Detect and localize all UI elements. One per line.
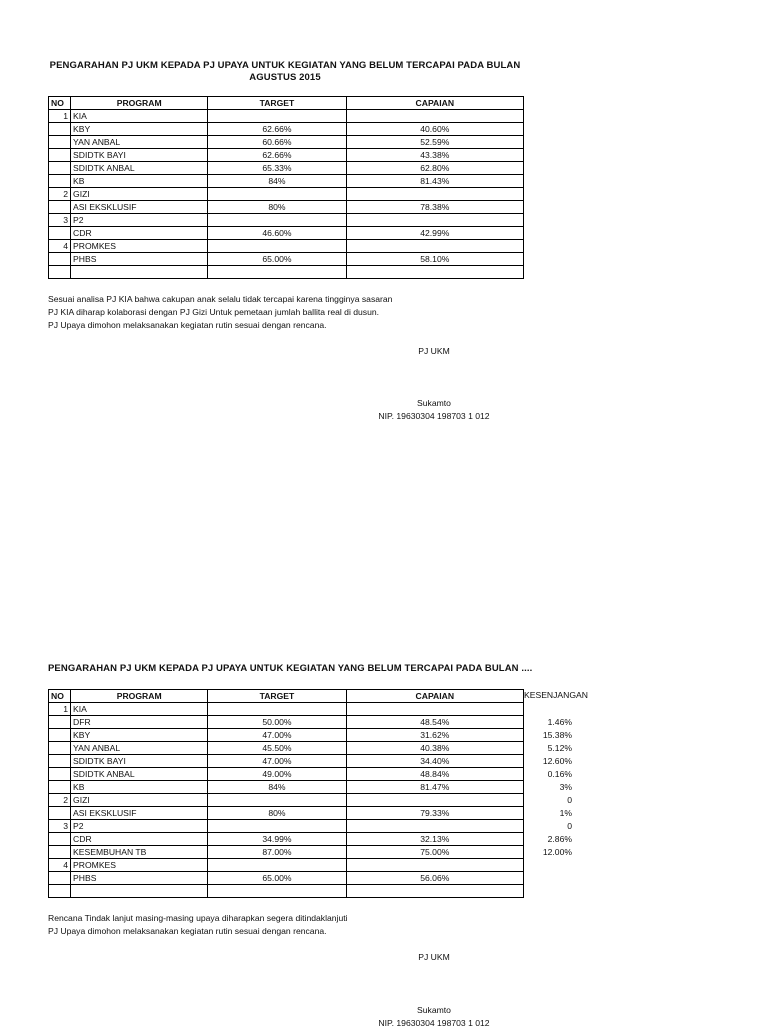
row-no: 2: [49, 794, 71, 807]
row-capaian: [346, 794, 523, 807]
row-program: GIZI: [71, 794, 208, 807]
table-row: [49, 807, 524, 820]
row-capaian: 75.00%: [346, 846, 523, 859]
row-no: [49, 716, 71, 729]
row-target: 47.00%: [208, 729, 346, 742]
row-target: [208, 703, 346, 716]
row-program: SDIDTK BAYI: [71, 149, 208, 162]
row-no: [49, 885, 71, 898]
row-target: 62.66%: [208, 123, 346, 136]
table-row: [49, 768, 524, 781]
row-capaian: [346, 859, 523, 872]
row-target: [208, 266, 346, 279]
kesenjangan-column: [500, 703, 572, 898]
table-row: [49, 162, 524, 175]
row-program: P2: [71, 820, 208, 833]
row-program: CDR: [71, 227, 208, 240]
table-row: [49, 781, 524, 794]
row-capaian: [346, 885, 523, 898]
row-no: [49, 807, 71, 820]
row-target: [208, 188, 346, 201]
section1-title: [48, 60, 522, 84]
row-capaian: 56.06%: [346, 872, 523, 885]
row-capaian: 78.38%: [346, 201, 523, 214]
row-target: [208, 820, 346, 833]
table-row: [49, 703, 524, 716]
row-target: 60.66%: [208, 136, 346, 149]
row-capaian: 32.13%: [346, 833, 523, 846]
row-no: 4: [49, 240, 71, 253]
row-target: [208, 240, 346, 253]
row-program: PHBS: [71, 253, 208, 266]
row-target: 47.00%: [208, 755, 346, 768]
table-row: [49, 820, 524, 833]
row-program: KBY: [71, 123, 208, 136]
row-kesenjangan: [500, 703, 572, 716]
row-target: 84%: [208, 781, 346, 794]
table-row: [49, 149, 524, 162]
row-no: [49, 201, 71, 214]
row-capaian: 58.10%: [346, 253, 523, 266]
table-row: [49, 227, 524, 240]
table-row: [49, 729, 524, 742]
row-capaian: 62.80%: [346, 162, 523, 175]
table-row: [49, 872, 524, 885]
row-no: [49, 227, 71, 240]
row-kesenjangan: [500, 859, 572, 872]
section2-sign-name: Sukamto: [417, 1005, 451, 1015]
row-no: [49, 162, 71, 175]
row-kesenjangan: 2.86%: [547, 834, 572, 844]
row-kesenjangan: 15.38%: [542, 730, 572, 740]
row-target: 84%: [208, 175, 346, 188]
row-program: [71, 885, 208, 898]
header-no: NO: [49, 690, 71, 703]
table-header-row: [49, 690, 524, 703]
row-no: 1: [49, 703, 71, 716]
row-program: SDIDTK BAYI: [71, 755, 208, 768]
row-program: KB: [71, 175, 208, 188]
row-program: KB: [71, 781, 208, 794]
table-row: [49, 136, 524, 149]
section1-note-1: Sesuai analisa PJ KIA bahwa cakupan anak selalu tidak tercapai karena tingginya sasaran: [48, 294, 393, 304]
row-no: [49, 136, 71, 149]
section1-sign-nip: NIP. 19630304 198703 1 012: [378, 411, 490, 421]
section2-sign-role: PJ UKM: [418, 952, 450, 962]
row-no: 4: [49, 859, 71, 872]
row-no: [49, 781, 71, 794]
row-capaian: 48.84%: [346, 768, 523, 781]
row-kesenjangan: [500, 885, 572, 898]
row-no: [49, 729, 71, 742]
section1-sign-role: PJ UKM: [418, 346, 450, 356]
header-kesenjangan: KESENJANGAN: [524, 690, 588, 700]
table-row: [49, 110, 524, 123]
row-program: KESEMBUHAN TB: [71, 846, 208, 859]
row-no: [49, 742, 71, 755]
row-no: [49, 872, 71, 885]
row-target: 49.00%: [208, 768, 346, 781]
row-capaian: [346, 240, 523, 253]
header-target: TARGET: [208, 97, 346, 110]
table-row: [49, 266, 524, 279]
row-program: PROMKES: [71, 859, 208, 872]
row-no: [49, 123, 71, 136]
row-capaian: 79.33%: [346, 807, 523, 820]
row-target: 46.60%: [208, 227, 346, 240]
row-kesenjangan: 0: [567, 821, 572, 831]
header-program: PROGRAM: [71, 690, 208, 703]
row-target: 65.33%: [208, 162, 346, 175]
row-capaian: [346, 188, 523, 201]
row-capaian: 40.60%: [346, 123, 523, 136]
row-program: CDR: [71, 833, 208, 846]
row-program: P2: [71, 214, 208, 227]
row-program: ASI EKSKLUSIF: [71, 807, 208, 820]
section1-sign-name: Sukamto: [417, 398, 451, 408]
row-target: 80%: [208, 807, 346, 820]
table-row: [49, 846, 524, 859]
row-program: GIZI: [71, 188, 208, 201]
row-capaian: 40.38%: [346, 742, 523, 755]
row-kesenjangan: 3%: [559, 782, 572, 792]
section2-note-1: Rencana Tindak lanjut masing-masing upaya diharapkan segera ditindaklanjuti: [48, 913, 348, 923]
row-program: SDIDTK ANBAL: [71, 768, 208, 781]
section1-title-line1: PENGARAHAN PJ UKM KEPADA PJ UPAYA UNTUK KEGIATAN YANG BELUM TERCAPAI PADA BULAN: [49, 60, 521, 71]
row-kesenjangan: [500, 872, 572, 885]
table-row: [49, 201, 524, 214]
row-kesenjangan: 0: [567, 795, 572, 805]
section2-sign-nip: NIP. 19630304 198703 1 012: [378, 1018, 490, 1028]
row-program: [71, 266, 208, 279]
row-program: SDIDTK ANBAL: [71, 162, 208, 175]
section2-title: PENGARAHAN PJ UKM KEPADA PJ UPAYA UNTUK KEGIATAN YANG BELUM TERCAPAI PADA BULAN ....: [48, 663, 533, 674]
section1-note-2: PJ KIA diharap kolaborasi dengan PJ Gizi Untuk pemetaan jumlah ballita real di dusun.: [48, 307, 380, 317]
table-row: [49, 123, 524, 136]
table-row: [49, 742, 524, 755]
row-kesenjangan: 12.00%: [542, 847, 572, 857]
row-target: 45.50%: [208, 742, 346, 755]
row-no: 2: [49, 188, 71, 201]
table-row: [49, 188, 524, 201]
row-target: 87.00%: [208, 846, 346, 859]
row-capaian: 43.38%: [346, 149, 523, 162]
section1-title-line2: AGUSTUS 2015: [249, 72, 321, 83]
row-capaian: [346, 110, 523, 123]
row-target: 62.66%: [208, 149, 346, 162]
row-target: 65.00%: [208, 253, 346, 266]
header-target: TARGET: [208, 690, 346, 703]
table-row: [49, 833, 524, 846]
row-capaian: 42.99%: [346, 227, 523, 240]
section2-note-2: PJ Upaya dimohon melaksanakan kegiatan rutin sesuai dengan rencana.: [48, 926, 327, 936]
row-kesenjangan: 12.60%: [542, 756, 572, 766]
row-capaian: 34.40%: [346, 755, 523, 768]
header-capaian: CAPAIAN: [346, 690, 523, 703]
row-target: [208, 794, 346, 807]
row-program: YAN ANBAL: [71, 742, 208, 755]
row-no: [49, 175, 71, 188]
table-row: [49, 859, 524, 872]
row-program: KIA: [71, 110, 208, 123]
row-capaian: [346, 214, 523, 227]
header-no: NO: [49, 97, 71, 110]
table-row: [49, 214, 524, 227]
row-target: [208, 110, 346, 123]
row-no: [49, 266, 71, 279]
row-no: [49, 846, 71, 859]
row-no: 1: [49, 110, 71, 123]
header-program: PROGRAM: [71, 97, 208, 110]
section1-note-3: PJ Upaya dimohon melaksanakan kegiatan rutin sesuai dengan rencana.: [48, 320, 327, 330]
row-target: 50.00%: [208, 716, 346, 729]
table-row: [49, 885, 524, 898]
row-capaian: [346, 820, 523, 833]
table-row: [49, 175, 524, 188]
table-row: [49, 755, 524, 768]
section2-table: [48, 689, 524, 898]
table-row: [49, 240, 524, 253]
row-capaian: 52.59%: [346, 136, 523, 149]
row-no: [49, 768, 71, 781]
row-program: ASI EKSKLUSIF: [71, 201, 208, 214]
row-no: [49, 755, 71, 768]
table-row: [49, 716, 524, 729]
table-row: [49, 253, 524, 266]
row-capaian: [346, 266, 523, 279]
row-capaian: 81.43%: [346, 175, 523, 188]
row-target: 34.99%: [208, 833, 346, 846]
row-program: DFR: [71, 716, 208, 729]
row-no: 3: [49, 820, 71, 833]
row-program: KBY: [71, 729, 208, 742]
row-no: [49, 253, 71, 266]
row-program: KIA: [71, 703, 208, 716]
row-target: 65.00%: [208, 872, 346, 885]
row-program: YAN ANBAL: [71, 136, 208, 149]
row-target: [208, 214, 346, 227]
row-target: [208, 885, 346, 898]
row-target: [208, 859, 346, 872]
row-no: [49, 833, 71, 846]
section1-table: [48, 96, 524, 279]
row-capaian: 48.54%: [346, 716, 523, 729]
row-kesenjangan: 5.12%: [547, 743, 572, 753]
row-program: PROMKES: [71, 240, 208, 253]
row-target: 80%: [208, 201, 346, 214]
row-program: PHBS: [71, 872, 208, 885]
row-no: 3: [49, 214, 71, 227]
row-kesenjangan: 1%: [559, 808, 572, 818]
row-capaian: 81.47%: [346, 781, 523, 794]
row-no: [49, 149, 71, 162]
row-kesenjangan: 1.46%: [547, 717, 572, 727]
table-header-row: [49, 97, 524, 110]
header-capaian: CAPAIAN: [346, 97, 523, 110]
row-capaian: 31.62%: [346, 729, 523, 742]
row-kesenjangan: 0.16%: [547, 769, 572, 779]
row-capaian: [346, 703, 523, 716]
table-row: [49, 794, 524, 807]
